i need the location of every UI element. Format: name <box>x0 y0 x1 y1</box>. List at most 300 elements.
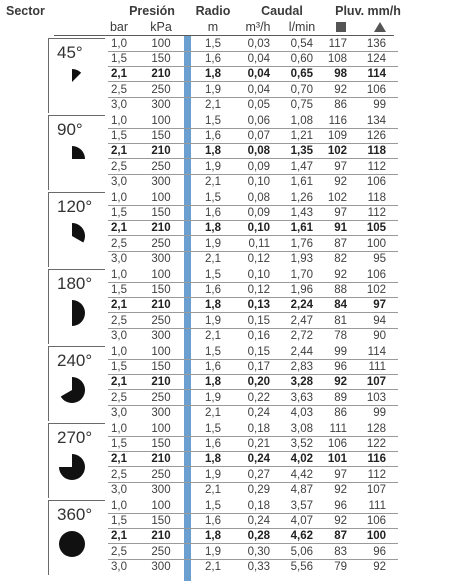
table-cell: 250 <box>151 545 171 558</box>
table-cell: 100 <box>151 269 171 281</box>
table-cell: 100 <box>366 530 386 543</box>
table-cell: 0,04 <box>247 53 270 66</box>
table-cell: 2,5 <box>111 468 127 481</box>
table-cell: 124 <box>366 53 386 66</box>
table-cell: 100 <box>151 423 171 435</box>
table-cell: 100 <box>151 346 171 358</box>
header-m: m <box>207 20 219 34</box>
table-cell: 1,21 <box>290 130 313 143</box>
table-cell: 210 <box>151 68 171 81</box>
table-cell: 2,83 <box>290 361 313 374</box>
table-cell: 0,24 <box>247 453 270 466</box>
table-cell: 126 <box>366 130 386 143</box>
table-cell: 106 <box>366 175 386 188</box>
table-cell: 1,47 <box>290 160 313 173</box>
table-cell: 1,96 <box>290 284 313 297</box>
table-cell: 3,63 <box>290 391 313 404</box>
table-cell: 114 <box>367 346 386 358</box>
table-cell: 1,9 <box>205 237 221 250</box>
table-cell: 1,8 <box>205 299 221 312</box>
table-cell: 106 <box>327 438 347 451</box>
table-cell: 0,29 <box>247 483 270 496</box>
sector-group <box>0 36 452 112</box>
table-cell: 136 <box>366 38 386 50</box>
table-cell: 250 <box>151 468 171 481</box>
table-row <box>0 499 452 514</box>
header-presion: Presión <box>129 4 175 18</box>
table-cell: 0,33 <box>247 560 270 573</box>
table-row <box>0 452 452 467</box>
table-row <box>0 237 452 252</box>
table-row <box>0 391 452 406</box>
table-cell: 1,5 <box>205 115 221 127</box>
table-cell: 84 <box>334 299 347 312</box>
header-row-titles <box>0 3 452 19</box>
table-cell: 111 <box>368 361 386 374</box>
table-cell: 108 <box>327 53 347 66</box>
sector-angle-label: 120° <box>57 197 93 216</box>
table-cell: 1,5 <box>205 192 221 204</box>
table-cell: 0,03 <box>247 38 270 50</box>
table-cell: 0,13 <box>247 299 270 312</box>
table-cell: 2,1 <box>111 68 127 81</box>
table-cell: 0,07 <box>247 130 270 143</box>
table-cell: 0,70 <box>290 83 313 96</box>
table-cell: 111 <box>368 500 386 512</box>
table-cell: 92 <box>334 483 347 496</box>
table-cell: 96 <box>334 500 347 512</box>
table-row <box>0 345 452 360</box>
table-cell: 116 <box>328 115 347 127</box>
table-cell: 1,6 <box>205 284 221 297</box>
table-row <box>0 252 452 267</box>
table-cell: 1,5 <box>111 130 127 143</box>
table-cell: 210 <box>151 453 171 466</box>
sector-angle-label: 90° <box>57 120 83 139</box>
sector-group <box>0 421 452 497</box>
table-cell: 92 <box>334 269 347 281</box>
table-cell: 1,8 <box>205 68 221 81</box>
table-cell: 150 <box>151 515 171 528</box>
table-cell: 2,72 <box>290 329 313 342</box>
table-cell: 1,0 <box>111 269 127 281</box>
table-row <box>0 560 452 575</box>
table-cell: 1,5 <box>111 515 127 528</box>
table-row <box>0 129 452 144</box>
table-cell: 86 <box>334 98 347 111</box>
table-cell: 112 <box>367 160 386 173</box>
table-cell: 0,18 <box>247 500 270 512</box>
table-cell: 0,54 <box>290 38 313 50</box>
table-cell: 0,11 <box>248 237 270 250</box>
table-cell: 1,0 <box>111 192 127 204</box>
table-cell: 250 <box>151 314 171 327</box>
table-cell: 1,6 <box>205 361 221 374</box>
table-cell: 0,15 <box>247 314 270 327</box>
sector-angle-label: 270° <box>57 428 93 447</box>
table-cell: 1,6 <box>205 207 221 220</box>
table-row <box>0 52 452 67</box>
table-cell: 1,9 <box>205 545 221 558</box>
table-cell: 0,27 <box>247 468 270 481</box>
table-cell: 1,9 <box>205 314 221 327</box>
table-cell: 3,0 <box>111 98 127 111</box>
table-cell: 97 <box>334 160 347 173</box>
table-cell: 95 <box>373 252 386 265</box>
table-cell: 1,0 <box>111 38 127 50</box>
table-cell: 300 <box>151 406 171 419</box>
table-cell: 0,08 <box>247 192 270 204</box>
table-cell: 106 <box>366 269 386 281</box>
table-cell: 92 <box>334 515 347 528</box>
table-cell: 2,5 <box>111 314 127 327</box>
table-cell: 3,0 <box>111 483 127 496</box>
table-cell: 96 <box>373 545 386 558</box>
sector-group <box>0 344 452 420</box>
table-cell: 210 <box>151 145 171 158</box>
table-cell: 2,1 <box>111 453 127 466</box>
table-cell: 1,5 <box>111 361 127 374</box>
table-cell: 107 <box>366 376 386 389</box>
table-cell: 2,1 <box>111 222 127 235</box>
table-cell: 3,52 <box>290 438 313 451</box>
sector-angle-label: 240° <box>57 351 93 370</box>
table-row <box>0 283 452 298</box>
sector-group <box>0 498 452 574</box>
table-cell: 92 <box>373 560 386 573</box>
table-cell: 2,1 <box>111 299 127 312</box>
table-cell: 94 <box>373 314 386 327</box>
table-row <box>0 329 452 344</box>
table-cell: 150 <box>151 130 171 143</box>
table-cell: 1,5 <box>111 207 127 220</box>
table-cell: 103 <box>366 391 386 404</box>
table-cell: 150 <box>151 53 171 66</box>
table-cell: 2,1 <box>205 560 221 573</box>
table-row <box>0 422 452 437</box>
table-row <box>0 144 452 159</box>
table-cell: 1,0 <box>111 346 127 358</box>
header-m3h: m³/h <box>245 20 271 34</box>
table-cell: 1,5 <box>111 53 127 66</box>
table-cell: 105 <box>366 222 386 235</box>
table-cell: 90 <box>373 329 386 342</box>
table-cell: 210 <box>151 222 171 235</box>
table-cell: 2,5 <box>111 83 127 96</box>
table-cell: 1,6 <box>205 53 221 66</box>
table-row <box>0 160 452 175</box>
table-cell: 4,62 <box>290 530 313 543</box>
table-row <box>0 67 452 82</box>
table-cell: 250 <box>151 83 171 96</box>
table-row <box>0 221 452 236</box>
table-row <box>0 37 452 52</box>
table-cell: 0,10 <box>247 222 270 235</box>
table-cell: 1,0 <box>111 423 127 435</box>
table-row <box>0 514 452 529</box>
table-cell: 0,06 <box>247 115 270 127</box>
header-pluv: Pluv. mm/h <box>335 4 401 18</box>
table-cell: 99 <box>373 406 386 419</box>
table-row <box>0 114 452 129</box>
header-lmin: l/min <box>288 20 316 34</box>
table-cell: 0,12 <box>247 252 270 265</box>
table-cell: 122 <box>366 438 386 451</box>
table-row <box>0 437 452 452</box>
sector-group <box>0 267 452 343</box>
table-cell: 83 <box>334 545 347 558</box>
table-cell: 1,0 <box>111 115 127 127</box>
table-row <box>0 298 452 313</box>
table-cell: 1,9 <box>205 160 221 173</box>
table-cell: 97 <box>334 468 347 481</box>
table-cell: 0,75 <box>290 98 313 111</box>
table-cell: 102 <box>327 192 347 204</box>
table-cell: 0,24 <box>247 515 270 528</box>
table-cell: 100 <box>151 38 171 50</box>
header-bar: bar <box>109 20 129 34</box>
table-cell: 4,03 <box>290 406 313 419</box>
table-cell: 98 <box>334 68 347 81</box>
table-cell: 1,5 <box>205 500 221 512</box>
table-row <box>0 406 452 421</box>
table-cell: 1,76 <box>290 237 313 250</box>
table-cell: 2,1 <box>111 145 127 158</box>
table-cell: 0,20 <box>247 376 270 389</box>
table-cell: 1,61 <box>290 175 313 188</box>
table-cell: 2,1 <box>111 376 127 389</box>
table-cell: 1,61 <box>290 222 313 235</box>
table-row <box>0 314 452 329</box>
table-cell: 82 <box>334 252 347 265</box>
table-cell: 1,0 <box>111 500 127 512</box>
table-cell: 0,22 <box>247 391 270 404</box>
table-cell: 1,5 <box>111 438 127 451</box>
table-cell: 0,09 <box>247 207 270 220</box>
table-cell: 0,24 <box>247 406 270 419</box>
table-cell: 300 <box>151 560 171 573</box>
table-cell: 1,5 <box>205 38 221 50</box>
table-cell: 91 <box>334 222 347 235</box>
table-cell: 1,5 <box>205 423 221 435</box>
table-cell: 4,07 <box>290 515 313 528</box>
table-cell: 2,47 <box>290 314 313 327</box>
table-cell: 97 <box>373 299 386 312</box>
table-cell: 300 <box>151 98 171 111</box>
table-cell: 118 <box>367 192 386 204</box>
table-cell: 112 <box>367 207 386 220</box>
table-cell: 300 <box>151 483 171 496</box>
table-cell: 0,09 <box>247 160 270 173</box>
table-row <box>0 98 452 113</box>
table-cell: 0,60 <box>290 53 313 66</box>
triangle-icon <box>374 22 386 32</box>
table-cell: 117 <box>328 38 347 50</box>
table-cell: 210 <box>151 299 171 312</box>
table-cell: 4,87 <box>290 483 313 496</box>
table-cell: 128 <box>366 423 386 435</box>
sector-angle-label: 45° <box>57 43 83 62</box>
table-cell: 101 <box>327 453 347 466</box>
table-cell: 0,18 <box>247 423 270 435</box>
header-sector: Sector <box>6 4 45 18</box>
table-cell: 1,43 <box>290 207 313 220</box>
table-cell: 2,1 <box>205 406 221 419</box>
table-cell: 210 <box>151 376 171 389</box>
table-cell: 4,42 <box>290 468 313 481</box>
table-cell: 1,5 <box>111 284 127 297</box>
table-cell: 87 <box>334 530 347 543</box>
table-cell: 1,6 <box>205 130 221 143</box>
table-cell: 100 <box>151 115 171 127</box>
table-cell: 100 <box>366 237 386 250</box>
table-cell: 2,5 <box>111 160 127 173</box>
table-row <box>0 375 452 390</box>
table-cell: 92 <box>334 376 347 389</box>
table-cell: 1,8 <box>205 530 221 543</box>
table-cell: 2,24 <box>290 299 313 312</box>
table-row <box>0 360 452 375</box>
table-row <box>0 545 452 560</box>
header-kpa: kPa <box>150 20 172 34</box>
table-cell: 1,6 <box>205 515 221 528</box>
table-cell: 2,1 <box>205 483 221 496</box>
table-cell: 300 <box>151 329 171 342</box>
table-cell: 106 <box>366 83 386 96</box>
table-cell: 3,0 <box>111 406 127 419</box>
table-cell: 1,5 <box>205 269 221 281</box>
table-cell: 109 <box>327 130 347 143</box>
table-cell: 96 <box>334 361 347 374</box>
table-cell: 1,8 <box>205 453 221 466</box>
table-cell: 0,10 <box>247 269 270 281</box>
table-cell: 1,6 <box>205 438 221 451</box>
table-cell: 1,93 <box>290 252 313 265</box>
table-cell: 2,1 <box>111 530 127 543</box>
table-cell: 150 <box>151 207 171 220</box>
table-cell: 250 <box>151 160 171 173</box>
table-cell: 2,5 <box>111 237 127 250</box>
table-cell: 2,44 <box>290 346 313 358</box>
table-cell: 99 <box>334 346 347 358</box>
table-row <box>0 191 452 206</box>
table-cell: 300 <box>151 175 171 188</box>
table-cell: 2,1 <box>205 98 221 111</box>
table-cell: 86 <box>334 406 347 419</box>
table-cell: 4,02 <box>290 453 313 466</box>
table-cell: 0,04 <box>247 68 270 81</box>
sector-angle-label: 360° <box>57 505 93 524</box>
table-cell: 0,30 <box>247 545 270 558</box>
table-cell: 79 <box>334 560 347 573</box>
table-cell: 81 <box>334 314 347 327</box>
table-cell: 1,8 <box>205 222 221 235</box>
table-cell: 88 <box>334 284 347 297</box>
table-cell: 0,65 <box>290 68 313 81</box>
table-cell: 102 <box>366 284 386 297</box>
table-row <box>0 83 452 98</box>
table-cell: 210 <box>151 530 171 543</box>
table-cell: 1,8 <box>205 376 221 389</box>
table-cell: 1,70 <box>290 269 313 281</box>
table-cell: 92 <box>334 175 347 188</box>
table-cell: 3,0 <box>111 329 127 342</box>
table-cell: 87 <box>334 237 347 250</box>
table-cell: 134 <box>366 115 386 127</box>
table-cell: 100 <box>151 192 171 204</box>
table-cell: 150 <box>151 284 171 297</box>
table-cell: 112 <box>367 468 386 481</box>
table-cell: 3,0 <box>111 252 127 265</box>
table-cell: 116 <box>367 453 386 466</box>
table-cell: 0,17 <box>247 361 270 374</box>
square-icon <box>336 22 346 32</box>
sector-angle-label: 180° <box>57 274 93 293</box>
table-cell: 5,56 <box>290 560 313 573</box>
table-cell: 0,16 <box>247 329 270 342</box>
table-cell: 2,5 <box>111 545 127 558</box>
header-row-units <box>0 19 452 35</box>
table-cell: 0,08 <box>247 145 270 158</box>
header-caudal: Caudal <box>261 4 303 18</box>
table-row <box>0 529 452 544</box>
table-cell: 3,57 <box>290 500 313 512</box>
table-cell: 1,26 <box>290 192 313 204</box>
table-cell: 3,0 <box>111 175 127 188</box>
table-cell: 114 <box>367 68 386 81</box>
table-cell: 1,35 <box>290 145 313 158</box>
table-cell: 0,04 <box>247 83 270 96</box>
table-cell: 1,8 <box>205 145 221 158</box>
table-cell: 5,06 <box>290 545 313 558</box>
table-cell: 1,9 <box>205 83 221 96</box>
table-cell: 250 <box>151 237 171 250</box>
table-cell: 3,28 <box>290 376 313 389</box>
table-cell: 0,10 <box>247 175 270 188</box>
table-cell: 2,5 <box>111 391 127 404</box>
table-cell: 0,21 <box>247 438 270 451</box>
table-cell: 3,08 <box>290 423 313 435</box>
table-cell: 2,1 <box>205 175 221 188</box>
table-cell: 0,05 <box>247 98 270 111</box>
table-cell: 92 <box>334 83 347 96</box>
table-row <box>0 175 452 190</box>
table-cell: 1,5 <box>205 346 221 358</box>
table-cell: 100 <box>151 500 171 512</box>
table-cell: 78 <box>334 329 347 342</box>
table-row <box>0 468 452 483</box>
table-cell: 0,15 <box>247 346 270 358</box>
table-cell: 1,9 <box>205 468 221 481</box>
table-cell: 150 <box>151 438 171 451</box>
table-cell: 300 <box>151 252 171 265</box>
table-cell: 106 <box>366 515 386 528</box>
table-cell: 250 <box>151 391 171 404</box>
header-radio: Radio <box>195 4 231 18</box>
table-cell: 150 <box>151 361 171 374</box>
table-cell: 1,9 <box>205 391 221 404</box>
table-cell: 2,1 <box>205 329 221 342</box>
table-row <box>0 483 452 498</box>
table-cell: 3,0 <box>111 560 127 573</box>
table-cell: 0,12 <box>247 284 270 297</box>
table-cell: 111 <box>329 423 347 435</box>
table-cell: 97 <box>334 207 347 220</box>
sector-group <box>0 113 452 189</box>
table-cell: 2,1 <box>205 252 221 265</box>
table-row <box>0 268 452 283</box>
table-cell: 102 <box>327 145 347 158</box>
